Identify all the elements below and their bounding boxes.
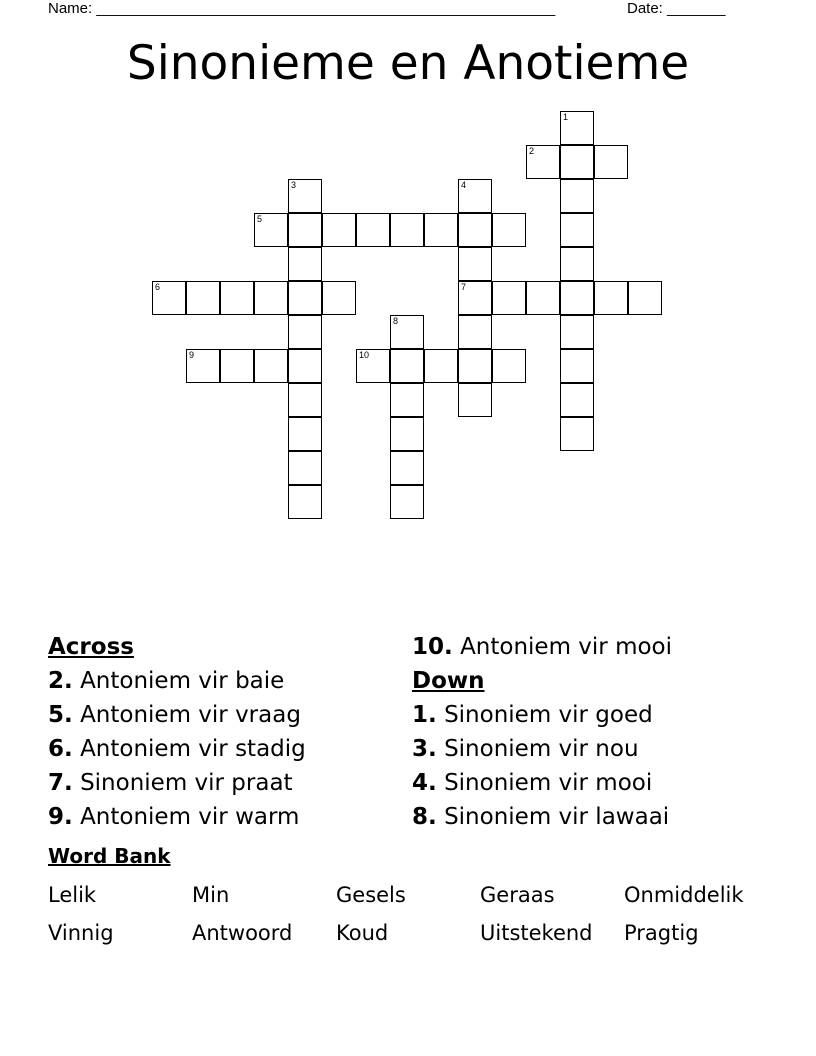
- across-heading: Across: [48, 634, 134, 660]
- name-line: Name: _______________________________________________________: [48, 0, 556, 17]
- clue-down-3: 3. Sinoniem vir nou: [412, 736, 639, 762]
- grid-cell[interactable]: [458, 315, 492, 349]
- word-bank-item: Geraas: [480, 883, 555, 907]
- grid-cell[interactable]: [288, 247, 322, 281]
- grid-cell[interactable]: [322, 281, 356, 315]
- word-bank-item: Lelik: [48, 883, 97, 907]
- clue-across-9: 9. Antoniem vir warm: [48, 804, 300, 830]
- grid-cell[interactable]: [322, 213, 356, 247]
- grid-cell[interactable]: [288, 451, 322, 485]
- grid-cell[interactable]: [628, 281, 662, 315]
- grid-cell[interactable]: [186, 349, 220, 383]
- grid-cell[interactable]: [526, 281, 560, 315]
- clue-number: 9: [189, 350, 195, 360]
- grid-cell[interactable]: [560, 145, 594, 179]
- clue-across-7: 7. Sinoniem vir praat: [48, 770, 293, 796]
- grid-cell[interactable]: [288, 349, 322, 383]
- word-bank-title: Word Bank: [48, 844, 171, 868]
- word-bank-item: Uitstekend: [480, 921, 593, 945]
- clue-number: 6: [155, 282, 161, 292]
- grid-cell[interactable]: [288, 315, 322, 349]
- down-clues: [412, 630, 672, 834]
- word-bank-item: Vinnig: [48, 921, 114, 945]
- word-bank-item: Pragtig: [624, 921, 699, 945]
- grid-cell[interactable]: [458, 383, 492, 417]
- grid-cell[interactable]: [458, 281, 492, 315]
- grid-cell[interactable]: [254, 349, 288, 383]
- grid-cell[interactable]: [560, 315, 594, 349]
- grid-cell[interactable]: [152, 281, 186, 315]
- grid-cell[interactable]: [458, 349, 492, 383]
- word-bank-item: Min: [192, 883, 230, 907]
- grid-cell[interactable]: [458, 179, 492, 213]
- clue-down-4: 4. Sinoniem vir mooi: [412, 770, 653, 796]
- grid-cell[interactable]: [560, 179, 594, 213]
- grid-cell[interactable]: [492, 349, 526, 383]
- grid-cell[interactable]: [526, 145, 560, 179]
- grid-cell[interactable]: [390, 383, 424, 417]
- clue-across-2: 2. Antoniem vir baie: [48, 668, 285, 694]
- clue-number: 2: [529, 146, 535, 156]
- grid-cell[interactable]: [288, 417, 322, 451]
- clue-number: 3: [291, 180, 297, 190]
- grid-cell[interactable]: [560, 213, 594, 247]
- grid-cell[interactable]: [560, 417, 594, 451]
- grid-cell[interactable]: [390, 349, 424, 383]
- clue-number: 1: [563, 112, 569, 122]
- grid-cell[interactable]: [288, 281, 322, 315]
- grid-cell[interactable]: [288, 213, 322, 247]
- word-bank-item: Gesels: [336, 883, 406, 907]
- word-bank-item: Antwoord: [192, 921, 293, 945]
- grid-cell[interactable]: [492, 281, 526, 315]
- clue-number: 7: [461, 282, 467, 292]
- grid-cell[interactable]: [356, 349, 390, 383]
- grid-cell[interactable]: [220, 349, 254, 383]
- grid-cell[interactable]: [390, 417, 424, 451]
- grid-cell[interactable]: [594, 145, 628, 179]
- grid-cell[interactable]: [288, 179, 322, 213]
- grid-cell[interactable]: [186, 281, 220, 315]
- clue-number: 4: [461, 180, 467, 190]
- grid-cell[interactable]: [390, 213, 424, 247]
- grid-cell[interactable]: [560, 383, 594, 417]
- grid-cell[interactable]: [560, 247, 594, 281]
- clue-number: 8: [393, 316, 399, 326]
- grid-cell[interactable]: [288, 383, 322, 417]
- grid-cell[interactable]: [390, 451, 424, 485]
- grid-cell[interactable]: [458, 213, 492, 247]
- clue-down-1: 1. Sinoniem vir goed: [412, 702, 653, 728]
- grid-cell[interactable]: [390, 485, 424, 519]
- clue-number: 5: [257, 214, 263, 224]
- grid-cell[interactable]: [288, 485, 322, 519]
- grid-cell[interactable]: [356, 213, 390, 247]
- grid-cell[interactable]: [594, 281, 628, 315]
- grid-cell[interactable]: [424, 349, 458, 383]
- grid-cell[interactable]: [424, 213, 458, 247]
- clue-across-6: 6. Antoniem vir stadig: [48, 736, 306, 762]
- grid-cell[interactable]: [220, 281, 254, 315]
- word-bank-item: Koud: [336, 921, 389, 945]
- grid-cell[interactable]: [560, 281, 594, 315]
- grid-cell[interactable]: [390, 315, 424, 349]
- grid-cell[interactable]: [560, 111, 594, 145]
- grid-cell[interactable]: [492, 213, 526, 247]
- grid-cell[interactable]: [254, 281, 288, 315]
- date-line: Date: _______: [627, 0, 726, 17]
- page-title: Sinonieme en Anotieme: [126, 36, 690, 91]
- grid-cell[interactable]: [458, 247, 492, 281]
- grid-cell[interactable]: [560, 349, 594, 383]
- across-clues: [48, 630, 306, 834]
- clue-down-8: 8. Sinoniem vir lawaai: [412, 804, 670, 830]
- clue-across-5: 5. Antoniem vir vraag: [48, 702, 301, 728]
- word-bank-item: Onmiddelik: [624, 883, 744, 907]
- clue-number: 10: [359, 350, 370, 360]
- grid-cell[interactable]: [254, 213, 288, 247]
- down-heading: Down: [412, 668, 485, 694]
- clue-across-10: 10. Antoniem vir mooi: [412, 634, 673, 660]
